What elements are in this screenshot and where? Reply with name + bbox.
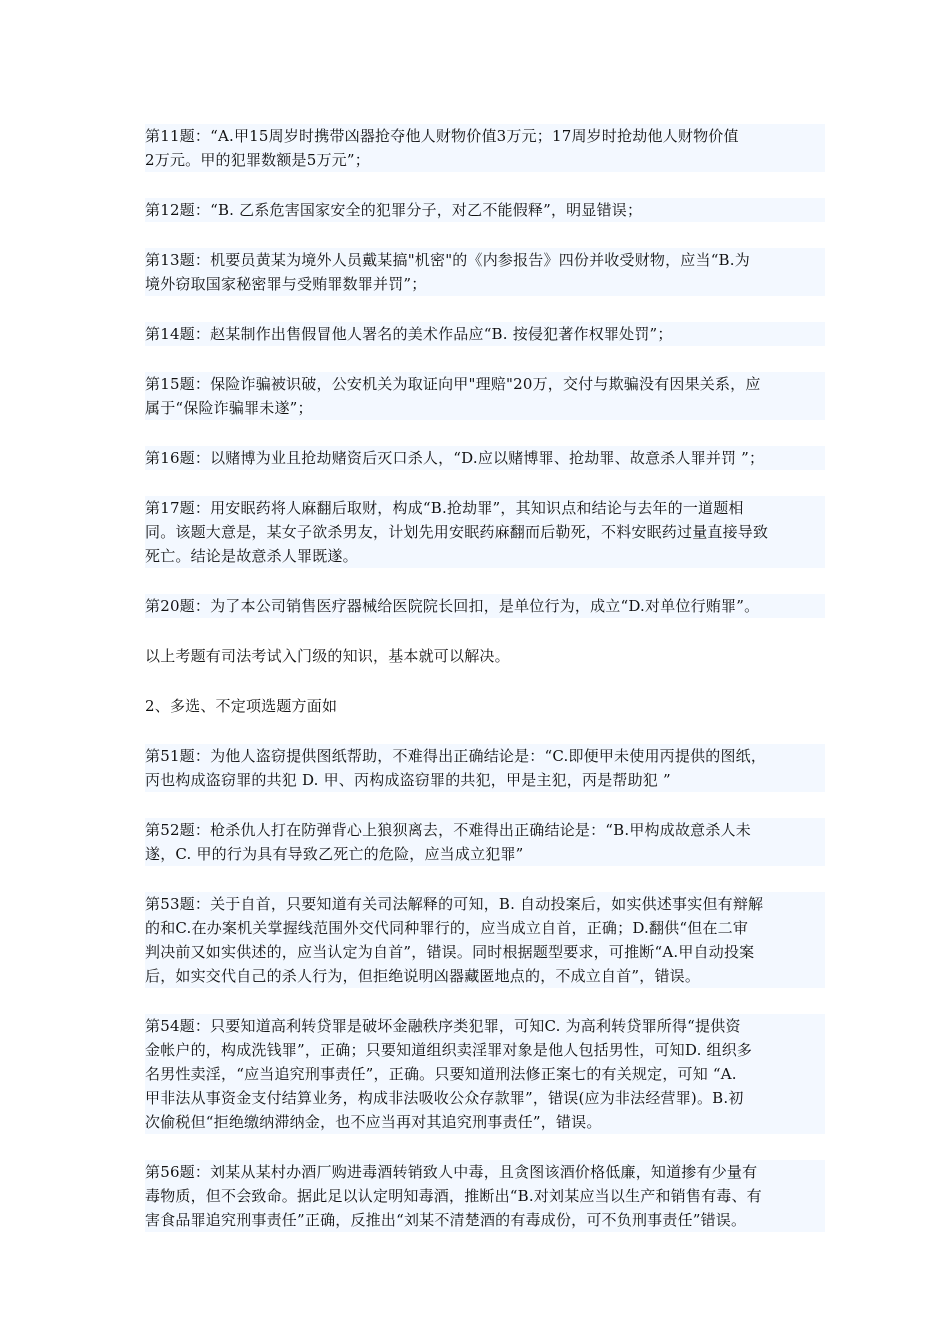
paragraph-q17 (145, 496, 825, 568)
text-line: 金帐户的，构成洗钱罪”，正确；只要知道组织卖淫罪对象是他人包括男性，可知D. 组织多 (145, 1038, 825, 1062)
text-line: 第17题：用安眠药将人麻翻后取财，构成“B.抢劫罪”，其知识点和结论与去年的一道题相 (145, 496, 825, 520)
text-line: 第54题：只要知道高利转贷罪是破坏金融秩序类犯罪，可知C. 为高利转贷罪所得“提供资 (145, 1014, 825, 1038)
paragraph-q54 (145, 1014, 825, 1134)
paragraph-q53 (145, 892, 825, 988)
text-line: 遂，C. 甲的行为具有导致乙死亡的危险，应当成立犯罪” (145, 842, 825, 866)
text-line: 第11题：“A.甲15周岁时携带凶器抢夺他人财物价值3万元；17周岁时抢劫他人财物价值 (145, 124, 825, 148)
paragraph-q12 (145, 198, 825, 222)
text-line: 的和C.在办案机关掌握线范围外交代同种罪行的，应当成立自首，正确；D.翻供“但在二审 (145, 916, 825, 940)
text-line: 2、多选、不定项选题方面如 (145, 697, 338, 715)
text-line: 毒物质，但不会致命。据此足以认定明知毒酒，推断出“B.对刘某应当以生产和销售有毒、有 (145, 1184, 825, 1208)
text-line: 判决前又如实供述的，应当认定为自首”，错误。同时根据题型要求，可推断“A.甲自动投案 (145, 940, 825, 964)
text-line: 甲非法从事资金支付结算业务，构成非法吸收公众存款罪”，错误(应为非法经营罪)。B.初 (145, 1086, 825, 1110)
text-line: 第15题：保险诈骗被识破，公安机关为取证向甲"理赔"20万，交付与欺骗没有因果关系，应 (145, 372, 825, 396)
text-line: 害食品罪追究刑事责任”正确，反推出“刘某不清楚酒的有毒成份，可不负刑事责任”错误。 (145, 1208, 825, 1232)
paragraph-q20 (145, 594, 825, 618)
document-body (145, 124, 825, 1258)
text-line: 第12题：“B. 乙系危害国家安全的犯罪分子，对乙不能假释”，明显错误； (145, 198, 825, 222)
text-line: 丙也构成盗窃罪的共犯 D. 甲、丙构成盗窃罪的共犯，甲是主犯，丙是帮助犯 ” (145, 768, 825, 792)
paragraph-q52 (145, 818, 825, 866)
paragraph-q13 (145, 248, 825, 296)
text-line: 后，如实交代自己的杀人行为，但拒绝说明凶器藏匿地点的，不成立自首”，错误。 (145, 964, 825, 988)
text-line: 第16题：以赌博为业且抢劫赌资后灭口杀人，“D.应以赌博罪、抢劫罪、故意杀人罪并罚 ”； (145, 446, 825, 470)
text-line: 第51题：为他人盗窃提供图纸帮助，不难得出正确结论是：“C.即便甲未使用丙提供的图纸， (145, 744, 825, 768)
text-line: 属于“保险诈骗罪未遂”； (145, 396, 825, 420)
paragraph-q11 (145, 124, 825, 172)
text-line: 名男性卖淫，“应当追究刑事责任”，正确。只要知道刑法修正案七的有关规定，可知 “A. (145, 1062, 825, 1086)
text-line: 第53题：关于自首，只要知道有关司法解释的可知，B. 自动投案后，如实供述事实但有辩解 (145, 892, 825, 916)
text-line: 第14题：赵某制作出售假冒他人署名的美术作品应“B. 按侵犯著作权罪处罚”； (145, 322, 825, 346)
text-line: 2万元。甲的犯罪数额是5万元”； (145, 148, 825, 172)
paragraph-q15 (145, 372, 825, 420)
section-heading (145, 694, 825, 718)
paragraph-summary (145, 644, 825, 668)
text-line: 同。该题大意是，某女子欲杀男友，计划先用安眠药麻翻而后勒死，不料安眠药过量直接导致 (145, 520, 825, 544)
text-line: 死亡。结论是故意杀人罪既遂。 (145, 544, 825, 568)
text-line: 境外窃取国家秘密罪与受贿罪数罪并罚”； (145, 272, 825, 296)
text-line: 第20题：为了本公司销售医疗器械给医院院长回扣，是单位行为，成立“D.对单位行贿罪”。 (145, 594, 825, 618)
paragraph-q51 (145, 744, 825, 792)
text-line: 次偷税但“拒绝缴纳滞纳金，也不应当再对其追究刑事责任”，错误。 (145, 1110, 825, 1134)
paragraph-q56 (145, 1160, 825, 1232)
paragraph-q14 (145, 322, 825, 346)
paragraph-q16 (145, 446, 825, 470)
text-line: 第56题：刘某从某村办酒厂购进毒酒转销致人中毒，且贪图该酒价格低廉，知道掺有少量有 (145, 1160, 825, 1184)
text-line: 第13题：机要员黄某为境外人员戴某搞"机密"的《内参报告》四份并收受财物，应当“B.为 (145, 248, 825, 272)
text-line: 以上考题有司法考试入门级的知识，基本就可以解决。 (145, 647, 510, 665)
text-line: 第52题：枪杀仇人打在防弹背心上狼狈离去，不难得出正确结论是：“B.甲构成故意杀人未 (145, 818, 825, 842)
